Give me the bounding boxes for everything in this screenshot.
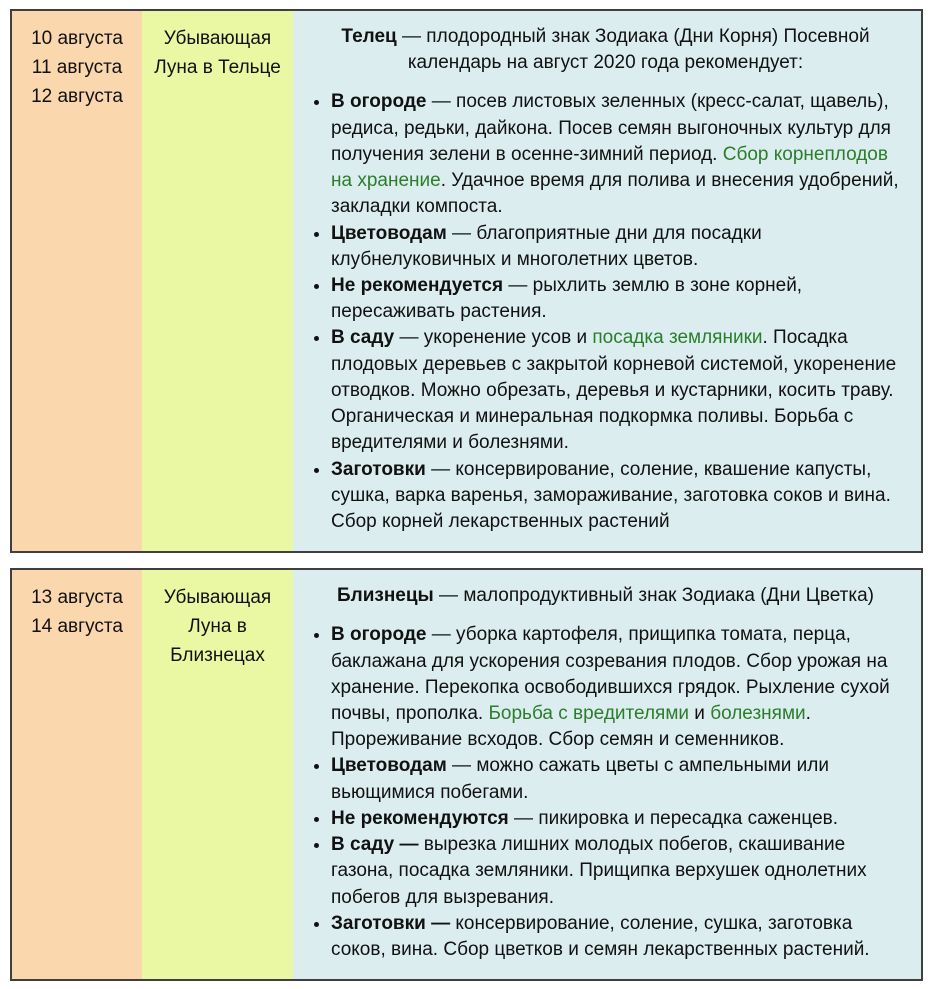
recommendation-item — [331, 753, 906, 805]
inline-link[interactable]: Борьба с вредителями — [488, 703, 690, 725]
bold-label: В саду — — [331, 834, 419, 856]
text-run: . Посадка плодовых деревьев с закрытой корневой системой, укоренение отводков. Можно обрезать, деревья и кустарники, косить траву. Органическая и минеральная подкормка поливы. Борьба с вредителями и болезнями. — [331, 327, 897, 454]
recommendation-item — [331, 622, 906, 753]
text-run: — укоренение усов и — [394, 327, 593, 349]
bold-label: Заготовки — [331, 458, 426, 480]
recommendations-list — [305, 89, 906, 535]
bold-label: Заготовки — — [331, 912, 451, 934]
inline-link[interactable]: Сбор корнеплодов на хранение — [331, 143, 888, 192]
moon-cell — [142, 11, 293, 551]
bold-label: В саду — [331, 327, 395, 349]
recommendation-item — [331, 89, 906, 220]
zodiac-header — [305, 583, 906, 609]
recommendations-list — [305, 622, 906, 963]
text-run: . Прореживание всходов. Сбор семян и семенников. — [331, 703, 811, 751]
calendar-block-taurus — [10, 9, 923, 553]
bold-label: Близнецы — [336, 585, 434, 607]
bold-label: Не рекомендуется — [331, 274, 504, 296]
text-run: — уборка картофеля, прищипка томата, перца, баклажана для ускорения созревания плодов. Сбор урожая на хранение. Перекопка освободившихся грядок. Рыхление сухой почвы, прополка. — [331, 624, 890, 725]
text-run: — консервирование, соление, квашение капусты, сушка, варка варенья, замораживание, заготовка соков и вина. Сбор корней лекарственных растений — [331, 458, 891, 532]
text-run: — пикировка и пересадка саженцев. — [508, 807, 839, 829]
moon-cell — [142, 570, 293, 979]
zodiac-header — [305, 24, 906, 76]
text-run: — рыхлить землю в зоне корней, пересаживать растения. — [331, 274, 803, 323]
content-cell — [293, 570, 921, 979]
dates-cell — [12, 570, 142, 979]
recommendation-item — [331, 457, 906, 536]
text-run: — малопродуктивный знак Зодиака (Дни Цветка) — [433, 585, 875, 607]
bold-label: Цветоводам — [331, 222, 447, 244]
date-line: 13 августа — [31, 587, 123, 609]
recommendation-item — [331, 832, 906, 911]
content-cell — [293, 11, 921, 551]
bold-label: В огороде — [331, 91, 427, 113]
recommendation-item — [331, 221, 906, 273]
dates-cell — [12, 11, 142, 551]
bold-label: Телец — [341, 26, 397, 47]
inline-link[interactable]: посадка земляники — [592, 327, 763, 349]
text-run: вырезка лишних молодых побегов, скашивание газона, посадка земляники. Прищипка верхушек однолетних побегов для вызревания. — [331, 834, 867, 908]
recommendation-item — [331, 911, 906, 963]
text-run: — можно сажать цветы с ампельными или вьющимися побегами. — [331, 755, 829, 803]
date-line: 14 августа — [31, 616, 123, 638]
inline-link[interactable]: болезнями — [710, 703, 806, 725]
bold-label: В огороде — [331, 624, 427, 646]
date-line: 11 августа — [31, 57, 123, 78]
recommendation-item — [331, 806, 906, 832]
recommendation-item — [331, 325, 906, 456]
text-run: — плодородный знак Зодиака (Дни Корня) Посевной календарь на август 2020 года рекомендует: — [396, 26, 870, 74]
moon-phase-text: Убывающая Луна в Близнецах — [163, 587, 272, 667]
text-run: . Удачное время для полива и внесения удобрений, закладки компоста. — [331, 170, 899, 218]
text-run: — благоприятные дни для посадки клубнелуковичных и многолетних цветов. — [331, 222, 762, 270]
moon-phase-text: Убывающая Луна в Тельце — [154, 28, 281, 78]
bold-label: Не рекомендуются — [331, 807, 509, 829]
text-run: — посев листовых зеленных (кресс-салат, щавель), редиса, редьки, дайкона. Посев семян выгоночных культур для получения зелени в осенне-зимний период. — [331, 91, 891, 165]
bold-label: Цветоводам — [331, 755, 447, 777]
recommendation-item — [331, 273, 906, 325]
calendar-block-gemini — [10, 568, 923, 981]
date-line: 10 августа — [31, 28, 123, 49]
text-run: консервирование, соление, сушка, заготовка соков, вина. Сбор цветков и семян лекарственных растений. — [331, 912, 870, 960]
date-line: 12 августа — [31, 86, 123, 107]
text-run: и — [689, 703, 711, 725]
